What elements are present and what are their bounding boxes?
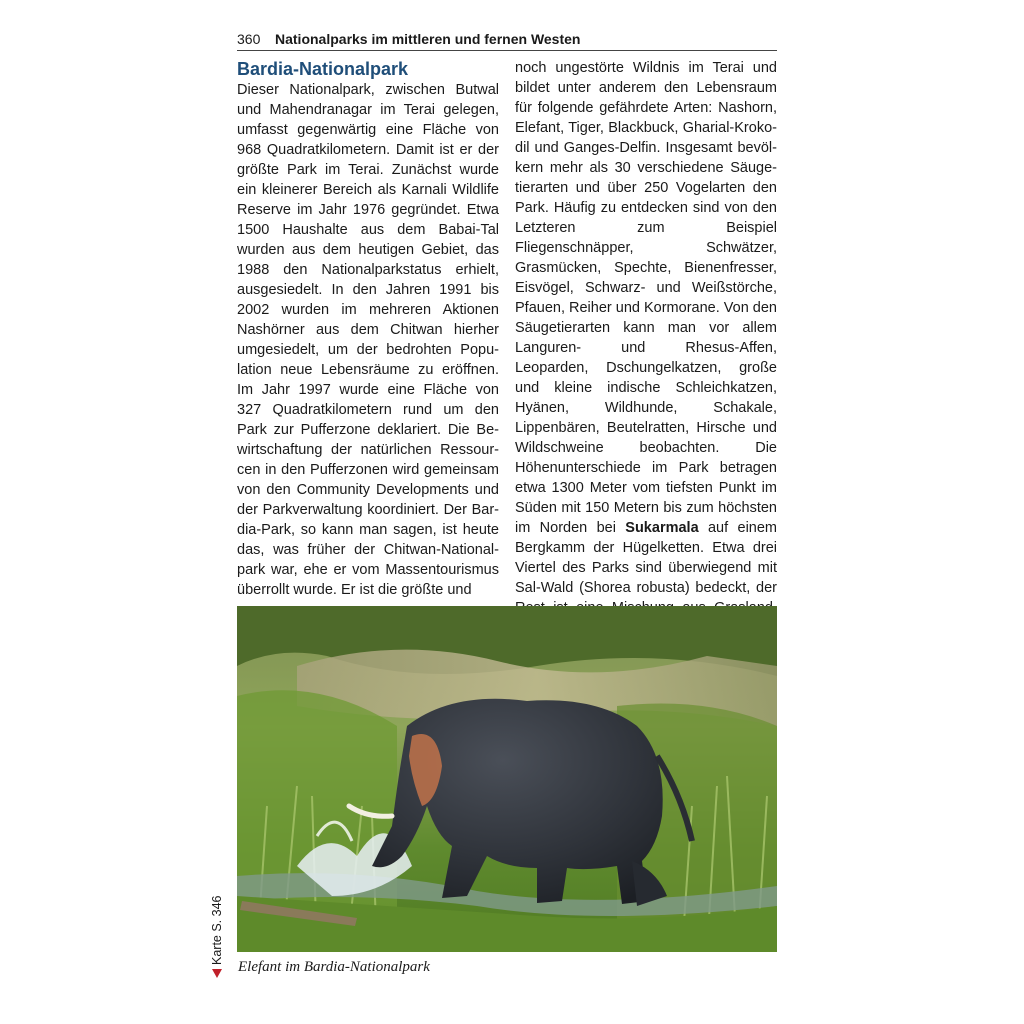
elephant-photo [237, 606, 777, 952]
figure-caption: Elefant im Bardia-Nationalpark [238, 959, 430, 975]
body-text-right [515, 58, 777, 638]
text-column-left [237, 58, 499, 600]
map-reference-label: Karte S. 346 [210, 895, 224, 965]
text-column-right [515, 58, 777, 638]
map-reference [210, 896, 224, 979]
bold-place-name: Sukarmala [625, 520, 699, 536]
section-title: Bardia-Nationalpark [237, 59, 409, 79]
running-header [237, 30, 777, 51]
running-title: Nationalparks im mittleren und fernen Westen [275, 31, 581, 47]
body-text-right-part2: auf einem Bergkamm der Hügelketten. Etwa drei Viertel des Parks sind überwiegend mit Sal-Wald (Shorea robusta) bedeckt, der [515, 520, 777, 596]
page-number: 360 [237, 31, 261, 47]
body-text-left: Dieser Nationalpark, zwischen Butwal und Mahendranagar im Terai gelegen, umfasst gegenwärtig eine Fläche von 968 Quadratkilometern. Damit ist er der größte Park im Terai. Zunächst wurde ein kleinerer Bereich als Karnali Wildlife Reserve im Jahr 1976 gegründet. Etwa 1500 Haushalte aus dem Babai-Tal wurden aus dem heutigen Gebiet, das 1988 den Nationalparkstatus erhielt, ausgesiedelt. In den Jahren 1991 bis 2002 wurden im mehreren Aktionen Nashörner aus dem Chitwan hierher umgesiedelt, um der bedrohten Population neue Lebensräume zu eröffnen. Im Jahr 1997 wurde eine Fläche von 327 Quadratkilometern rund um den Park zur Pufferzone deklariert. Die Bewirtschaftung der natürlichen Ressourcen in den Pufferzonen wird gemeinsam von den Community Developments und der Parkverwaltung koordiniert. Der Bardia-Park, so kann man sagen, ist heute das, was früher der Chitwan-Nationalpark war, ehe er vom Massentourismus überrollt wurde. Er ist die größte und [237, 82, 499, 598]
body-text-right-part1: noch ungestörte Wildnis im Terai und bildet unter anderem den Lebensraum für folgende gefährdete Arten: Nashorn, Elefant, Tiger, Blackbuck, Gharial-Krokodil und Ganges-Delfin. Insgesamt bevölkern mehr als 30 verschiedene Säugetierarten und über 250 Vogelarten den Park. Häufig zu entdecken sind von den Letzteren zum Beispiel Fliegenschnäpper, Schwätzer, Grasmücken, Spechte, Bienenfresser, Eisvögel, Schwarz- und Weißstörche, Pfauen, Reiher und Kormorane. Von den Säugetierarten kann man vor allem Languren- und Rhesus-Affen, Leoparden, Dschungelkatzen, große und kleine indische Schleichkatzen, Hyänen, Wildhunde, Schakale, Lippenbären, Beutelratten, Hirsche und Wildschweine beobachten. Die Höhenunterschiede im Park betragen etwa 1300 Meter vom tiefsten Punkt im Süden mit 150 Metern bis zum höchsten im Norden bei [515, 60, 777, 536]
triangle-marker-icon [212, 969, 222, 978]
